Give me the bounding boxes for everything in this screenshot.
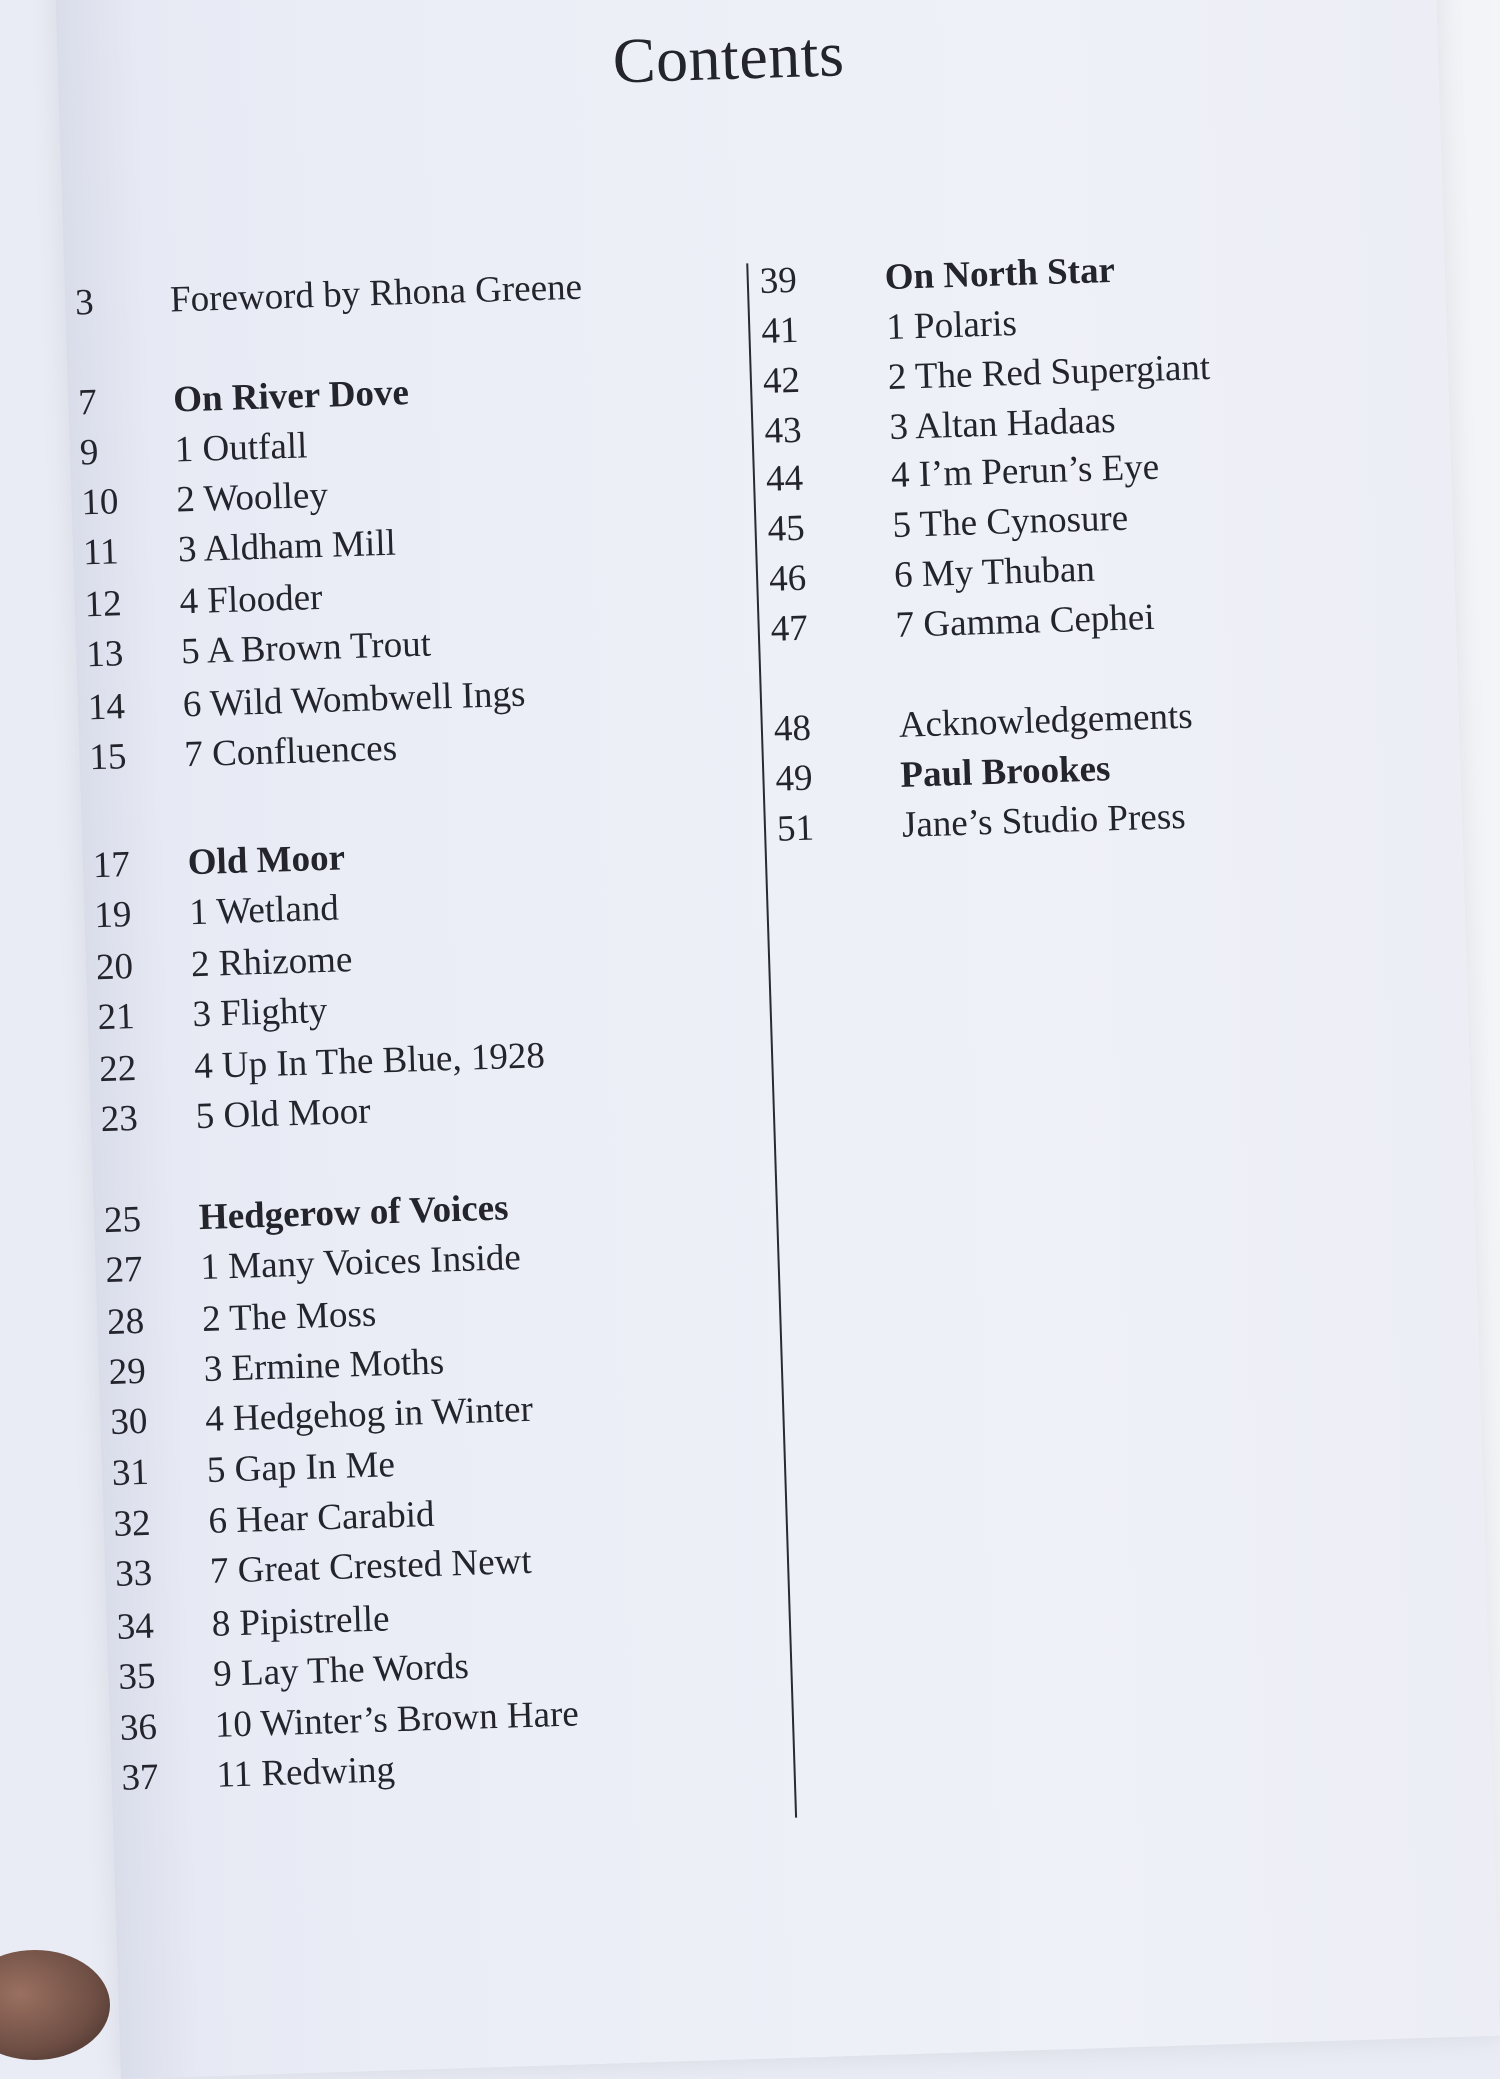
toc-page-number: 12 [83, 583, 123, 626]
page-title: Contents [611, 18, 846, 97]
toc-entry-title: 5 Old Moor [195, 1090, 372, 1138]
thumb [0, 1950, 110, 2060]
toc-entry-title: 5 A Brown Trout [180, 623, 432, 673]
toc-page-number: 34 [116, 1605, 155, 1648]
toc-entry-title: 5 The Cynosure [891, 497, 1129, 546]
toc-section-heading: Hedgerow of Voices [198, 1187, 510, 1239]
toc-entry-title: 3 Aldham Mill [177, 522, 397, 571]
toc-entry-title: 1 Wetland [188, 887, 340, 934]
toc-page-number: 27 [104, 1248, 144, 1292]
toc-page-number: 23 [100, 1097, 139, 1141]
toc-entry-title: 2 The Moss [201, 1293, 377, 1341]
toc-entry-title: 6 My Thuban [893, 548, 1096, 596]
toc-entry-title: 3 Flighty [191, 989, 328, 1036]
toc-entry-title: 2 Rhizome [190, 939, 353, 986]
toc-page-number: 47 [770, 607, 809, 650]
toc-page-number: 13 [85, 633, 124, 676]
toc-entry-title: 11 Redwing [215, 1749, 396, 1796]
toc-page-number: 28 [106, 1300, 145, 1344]
toc-entry-title: 5 Gap In Me [206, 1444, 396, 1491]
toc-entry-title: 7 Confluences [183, 727, 398, 776]
toc-page-number: 37 [120, 1756, 160, 1799]
toc-entry-title: 10 Winter’s Brown Hare [214, 1693, 580, 1746]
toc-entry-title: 6 Hear Carabid [207, 1493, 436, 1542]
toc-page-number: 33 [114, 1552, 153, 1595]
toc-page-number: 19 [93, 894, 133, 937]
toc-page-number: 36 [119, 1706, 158, 1749]
toc-section-heading: On River Dove [172, 372, 410, 421]
toc-entry-title: 1 Many Voices Inside [199, 1237, 522, 1289]
toc-section-heading: Old Moor [187, 837, 346, 884]
toc-page-number: 20 [95, 946, 134, 989]
toc-page-number: 22 [98, 1047, 137, 1091]
toc-entry-title: 4 Hedgehog in Winter [204, 1388, 534, 1440]
toc-page-number: 15 [88, 736, 128, 779]
book-page [55, 0, 1500, 2079]
toc-page-number: 7 [77, 381, 98, 424]
toc-entry-title: 4 Up In The Blue, 1928 [193, 1035, 546, 1088]
toc-entry-title: 6 Wild Wombwell Ings [182, 673, 526, 726]
toc-page-number: 45 [766, 507, 806, 550]
toc-page-number: 49 [774, 757, 814, 800]
toc-page-number: 51 [776, 807, 815, 850]
toc-page-number: 17 [92, 844, 131, 887]
toc-entry-title: 2 Woolley [175, 474, 329, 521]
toc-entry-title: Foreword by Rhona Greene [169, 266, 583, 321]
toc-entry-title: 3 Altan Hadaas [888, 399, 1117, 448]
toc-page-number: 41 [760, 309, 800, 352]
toc-entry-title: 9 Lay The Words [212, 1645, 470, 1695]
toc-page-number: 3 [74, 281, 95, 324]
toc-page-number: 35 [117, 1655, 156, 1698]
toc-page-number: 29 [108, 1350, 147, 1393]
toc-entry-title: 8 Pipistrelle [211, 1598, 391, 1645]
toc-page-number: 48 [773, 707, 812, 750]
toc-page-number: 44 [765, 457, 804, 500]
toc-page-number: 9 [79, 431, 100, 474]
toc-page-number: 11 [82, 531, 120, 574]
toc-page-number: 21 [96, 996, 136, 1039]
toc-entry-title: 2 The Red Supergiant [887, 346, 1211, 399]
toc-page-number: 31 [111, 1451, 150, 1494]
toc-page-number: 42 [762, 359, 801, 402]
toc-entry-title: 4 I’m Perun’s Eye [890, 446, 1160, 496]
toc-page-number: 14 [87, 686, 126, 729]
toc-page-number: 25 [103, 1198, 142, 1242]
toc-section-heading: Paul Brookes [899, 748, 1111, 796]
toc-page-number: 30 [109, 1400, 148, 1443]
toc-entry-title: Acknowledgements [898, 695, 1194, 746]
toc-entry-title: 3 Ermine Moths [203, 1341, 445, 1391]
toc-page-number: 10 [80, 481, 120, 524]
toc-entry-title: 1 Polaris [885, 302, 1018, 349]
toc-entry-title: 7 Gamma Cephei [895, 596, 1156, 646]
toc-page-number: 46 [768, 557, 807, 600]
toc-section-heading: On North Star [884, 249, 1116, 299]
toc-entry-title: 1 Outfall [174, 425, 308, 471]
toc-entry-title: 7 Great Crested Newt [209, 1540, 533, 1592]
toc-page-number: 39 [759, 259, 798, 302]
toc-entry-title: 4 Flooder [178, 576, 324, 623]
toc-entry-title: Jane’s Studio Press [901, 795, 1187, 846]
toc-page-number: 32 [112, 1502, 152, 1545]
toc-page-number: 43 [763, 409, 803, 452]
